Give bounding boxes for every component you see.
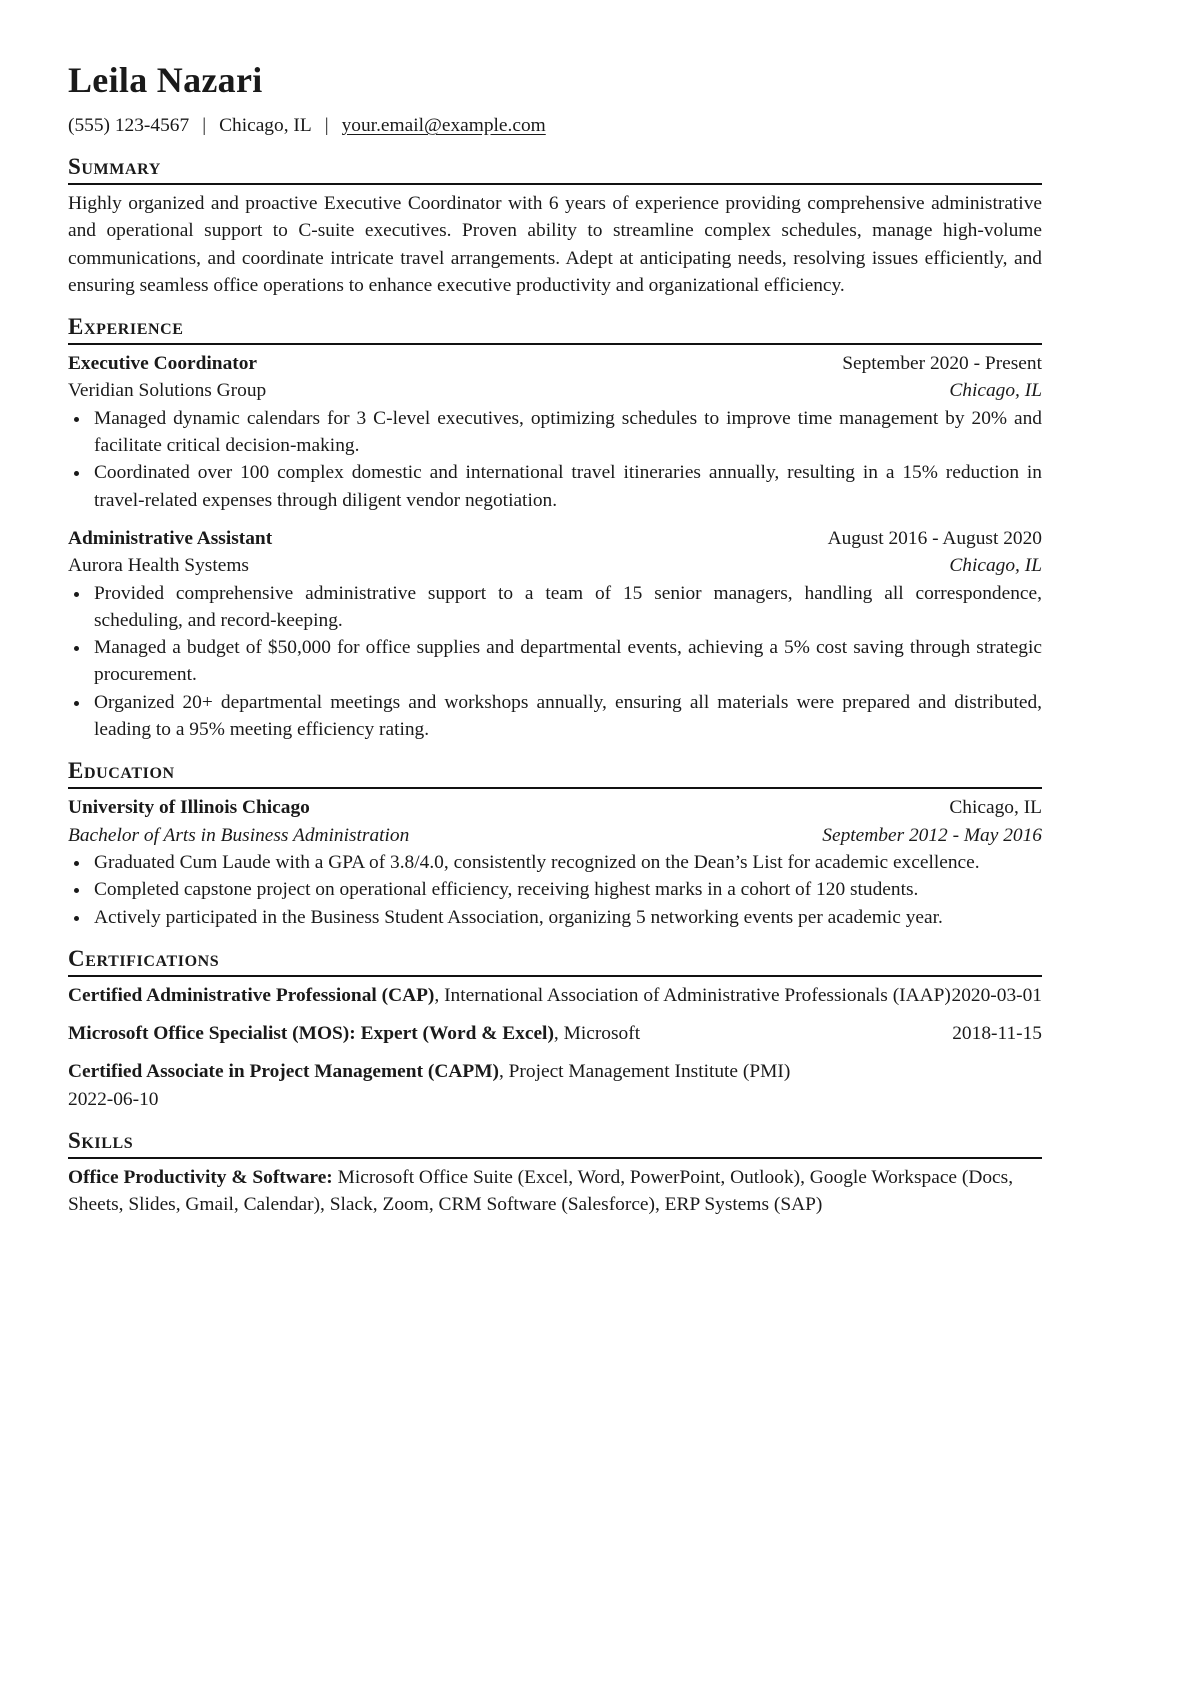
candidate-name: Leila Nazari xyxy=(68,60,263,100)
skills-section xyxy=(68,1127,1042,1219)
bullet-icon xyxy=(74,888,79,893)
bullet-text: Managed a budget of $50,000 for office supplies and departmental events, achieving a 5% cost saving through strategic procurement. xyxy=(94,637,1042,686)
experience-section xyxy=(68,313,1042,743)
bullet-icon xyxy=(74,701,79,706)
section-title-certifications: Certifications xyxy=(68,945,1042,977)
bullet-item xyxy=(68,634,1042,689)
certification-date: 2018-11-15 xyxy=(952,1023,1042,1045)
bullet-list xyxy=(68,580,1042,744)
job-title: Executive Coordinator xyxy=(68,353,258,375)
bullet-text: Provided comprehensive administrative support to a team of 15 senior managers, handling all correspondence, scheduling, and record-keeping. xyxy=(94,582,1042,631)
bullet-icon xyxy=(74,646,79,651)
phone-number: (555) 123-4567 xyxy=(68,115,190,136)
certification-name: Certified Administrative Professional (CAP) xyxy=(68,984,435,1006)
certification-date: 2020-03-01 xyxy=(951,984,1042,1006)
bullet-text: Actively participated in the Business Student Association, organizing 5 networking events per academic year. xyxy=(94,906,943,928)
separator: | xyxy=(324,115,329,136)
job-location: Chicago, IL xyxy=(949,555,1042,577)
bullet-text: Graduated Cum Laude with a GPA of 3.8/4.0, consistently recognized on the Dean’s List for academic excellence. xyxy=(94,851,980,873)
email-link[interactable]: your.email@example.com xyxy=(341,115,546,136)
bullet-icon xyxy=(74,417,79,422)
education-entry xyxy=(68,794,1042,930)
degree: Bachelor of Arts in Business Administration xyxy=(68,824,410,846)
bullet-icon xyxy=(74,471,79,476)
contact-line xyxy=(68,113,1042,139)
bullet-item xyxy=(68,405,1042,460)
bullet-item xyxy=(68,876,1042,903)
school-location: Chicago, IL xyxy=(949,797,1042,819)
company-name: Aurora Health Systems xyxy=(68,555,249,577)
resume-page xyxy=(68,58,1042,1219)
skill-item xyxy=(68,1164,1042,1219)
certification-issuer: , International Association of Administrative Professionals (IAAP) xyxy=(434,984,951,1006)
certifications-section xyxy=(68,945,1042,1113)
bullet-item xyxy=(68,459,1042,514)
summary-text: Highly organized and proactive Executive Coordinator with 6 years of experience providing comprehensive administrative and operational support to C-suite executives. Proven ability to streamline complex schedules, manage high-volume communications, and coordinate intricate travel arrangements. Adept at anticipating needs, resolving issues efficiently, and ensuring seamless office operations to enhance executive productivity and organizational efficiency. xyxy=(68,193,1042,296)
bullet-text: Organized 20+ departmental meetings and workshops annually, ensuring all materials were prepared and distributed, leading to a 95% meeting efficiency rating. xyxy=(94,691,1042,741)
bullet-icon xyxy=(74,861,79,866)
job-dates: September 2020 - Present xyxy=(842,353,1042,375)
bullet-item xyxy=(68,849,1042,876)
certification-name: Microsoft Office Specialist (MOS): Expert (Word & Excel) xyxy=(68,1023,554,1045)
experience-entry xyxy=(68,525,1042,743)
bullet-icon xyxy=(74,592,79,597)
certification-name: Certified Associate in Project Management (CAPM) xyxy=(68,1061,499,1083)
location: Chicago, IL xyxy=(219,115,312,136)
bullet-icon xyxy=(74,916,79,921)
school-name: University of Illinois Chicago xyxy=(68,797,310,819)
bullet-item xyxy=(68,689,1042,744)
certification-item xyxy=(68,1058,1042,1113)
bullet-text: Coordinated over 100 complex domestic and international travel itineraries annually, resulting in a 15% reduction in travel-related expenses through diligent vendor negotiation. xyxy=(94,462,1042,511)
section-title-education: Education xyxy=(68,757,1042,789)
section-title-skills: Skills xyxy=(68,1127,1042,1159)
skill-list: Microsoft Office Suite (Excel, Word, PowerPoint, Outlook), Google Workspace (Docs, Sheets, Slides, Gmail, Calendar), Slack, Zoom, CRM Software (Salesforce), ERP Systems (SAP) xyxy=(68,1167,1014,1216)
bullet-item xyxy=(68,904,1042,931)
experience-entry xyxy=(68,350,1042,514)
certification-date: 2022-06-10 xyxy=(68,1088,159,1110)
bullet-text: Managed dynamic calendars for 3 C-level executives, optimizing schedules to improve time management by 20% and facilitate critical decision-making. xyxy=(94,407,1042,457)
bullet-item xyxy=(68,580,1042,635)
certification-item xyxy=(68,982,1042,1009)
separator: | xyxy=(202,115,207,136)
education-section xyxy=(68,757,1042,930)
resume-header xyxy=(68,58,1042,139)
certification-issuer: , Microsoft xyxy=(553,1023,641,1045)
skill-category: Office Productivity & Software: xyxy=(68,1167,333,1189)
job-dates: August 2016 - August 2020 xyxy=(827,527,1042,549)
education-dates: September 2012 - May 2016 xyxy=(822,824,1042,846)
job-title: Administrative Assistant xyxy=(68,527,273,549)
bullet-text: Completed capstone project on operational efficiency, receiving highest marks in a cohort of 120 students. xyxy=(94,879,919,901)
bullet-list xyxy=(68,405,1042,514)
company-name: Veridian Solutions Group xyxy=(68,380,267,402)
summary-section xyxy=(68,153,1042,299)
bullet-list xyxy=(68,849,1042,931)
certification-issuer: , Project Management Institute (PMI) xyxy=(498,1061,791,1083)
section-title-experience: Experience xyxy=(68,313,1042,345)
section-title-summary: Summary xyxy=(68,153,1042,185)
certification-item xyxy=(68,1020,1042,1047)
job-location: Chicago, IL xyxy=(949,380,1042,402)
